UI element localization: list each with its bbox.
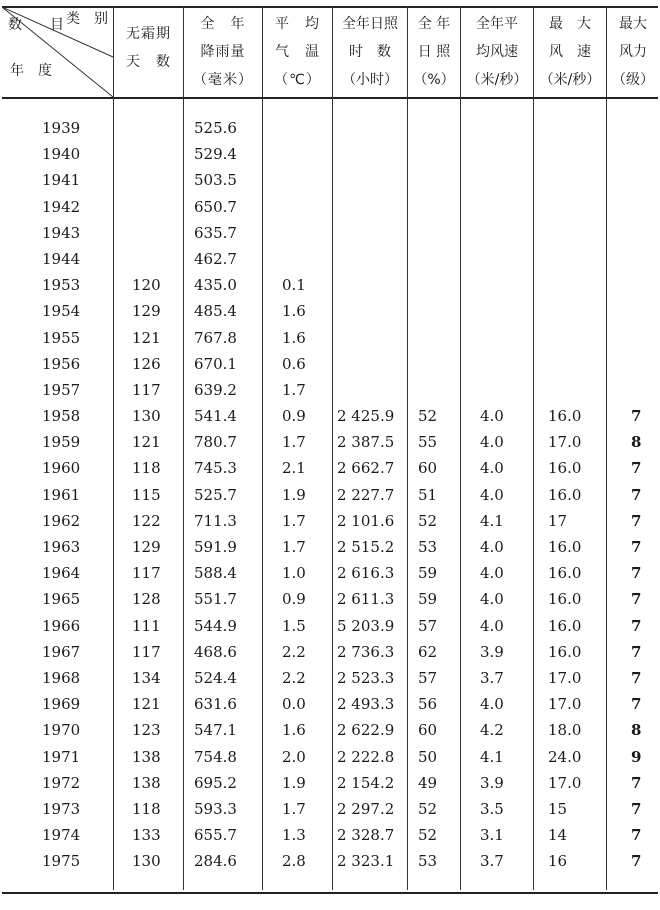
cell-rain: 635.7 — [194, 223, 237, 242]
cell-year: 1973 — [42, 799, 81, 818]
cell-rain: 631.6 — [194, 695, 237, 714]
cell-force: 9 — [631, 747, 642, 766]
cell-hours: 2 736.3 — [337, 642, 395, 661]
cell-wind: 3.7 — [480, 852, 504, 871]
cell-temp: 2.2 — [282, 668, 306, 687]
cell-year: 1968 — [42, 668, 81, 687]
cell-wind: 3.9 — [480, 642, 504, 661]
cell-temp: 2.0 — [282, 747, 306, 766]
cell-pct: 59 — [418, 590, 438, 609]
table-body — [0, 115, 660, 874]
cell-rain: 468.6 — [194, 642, 237, 661]
table-row — [0, 325, 660, 351]
cell-year: 1966 — [42, 616, 81, 635]
cell-frost: 129 — [132, 538, 161, 556]
table-row — [0, 508, 660, 534]
cell-rain: 650.7 — [194, 197, 237, 216]
cell-wind: 3.9 — [480, 773, 504, 792]
cell-temp: 1.7 — [282, 799, 306, 818]
table-row — [0, 194, 660, 220]
cell-pct: 51 — [418, 485, 438, 504]
cell-rain: 547.1 — [194, 721, 237, 740]
cell-pct: 49 — [418, 773, 438, 792]
cell-maxw: 16.0 — [548, 485, 582, 504]
cell-force: 7 — [631, 564, 642, 583]
table-row — [0, 717, 660, 743]
cell-temp: 1.6 — [282, 302, 306, 321]
cell-temp: 1.9 — [282, 485, 306, 504]
cell-maxw: 24.0 — [548, 747, 582, 766]
header-count: 数 目 — [8, 17, 64, 33]
cell-maxw: 17.0 — [548, 695, 582, 714]
cell-temp: 1.0 — [282, 564, 306, 583]
cell-frost: 120 — [132, 276, 161, 295]
cell-hours: 2 154.2 — [337, 773, 395, 792]
table-row — [0, 586, 660, 612]
cell-year: 1972 — [42, 773, 81, 792]
cell-frost: 134 — [132, 668, 161, 687]
cell-rain: 767.8 — [194, 328, 237, 347]
cell-rain: 525.6 — [194, 119, 237, 137]
cell-hours: 2 515.2 — [337, 538, 395, 556]
cell-wind: 4.0 — [480, 485, 504, 504]
cell-rain: 525.7 — [194, 485, 237, 504]
cell-pct: 60 — [418, 459, 438, 478]
cell-frost: 118 — [132, 459, 161, 478]
table-row — [0, 351, 660, 377]
cell-pct: 52 — [418, 511, 438, 530]
cell-wind: 4.2 — [480, 721, 504, 740]
cell-year: 1955 — [42, 328, 81, 347]
header-category: 类 别 — [66, 11, 108, 27]
cell-wind: 4.0 — [480, 407, 504, 426]
table-row — [0, 822, 660, 848]
cell-frost: 126 — [132, 354, 161, 373]
cell-rain: 529.4 — [194, 145, 237, 164]
cell-rain: 655.7 — [194, 826, 237, 845]
cell-rain: 524.4 — [194, 668, 237, 687]
cell-frost: 115 — [132, 485, 161, 504]
cell-year: 1974 — [42, 826, 81, 845]
header-sunshine-percent: 全 年 日 照 （%） — [413, 16, 455, 88]
cell-frost: 121 — [132, 328, 161, 347]
cell-pct: 57 — [418, 668, 438, 687]
cell-force: 7 — [631, 799, 642, 818]
cell-temp: 2.8 — [282, 852, 306, 871]
cell-rain: 485.4 — [194, 302, 237, 321]
cell-hours: 2 425.9 — [337, 407, 395, 426]
cell-maxw: 17 — [548, 511, 568, 530]
cell-maxw: 15 — [548, 799, 568, 818]
cell-frost: 123 — [132, 721, 161, 740]
cell-maxw: 16.0 — [548, 590, 582, 609]
cell-year: 1963 — [42, 538, 81, 556]
cell-force: 7 — [631, 852, 642, 871]
table-row — [0, 403, 660, 429]
cell-wind: 3.5 — [480, 799, 504, 818]
cell-year: 1970 — [42, 721, 81, 740]
cell-wind: 4.0 — [480, 538, 504, 556]
cell-pct: 56 — [418, 695, 438, 714]
header-max-wind-force: 最大 风力 （级） — [612, 16, 654, 88]
header-sunshine-hours: 全年日照 时 数 （小时） — [342, 16, 398, 88]
cell-wind: 4.0 — [480, 616, 504, 635]
table-row — [0, 141, 660, 167]
cell-frost: 133 — [132, 826, 161, 845]
cell-year: 1961 — [42, 485, 81, 504]
cell-maxw: 17.0 — [548, 433, 582, 452]
cell-wind: 3.7 — [480, 668, 504, 687]
cell-frost: 138 — [132, 773, 161, 792]
cell-force: 7 — [631, 590, 642, 609]
cell-hours: 2 101.6 — [337, 511, 395, 530]
cell-pct: 60 — [418, 721, 438, 740]
cell-temp: 0.6 — [282, 354, 306, 373]
cell-pct: 59 — [418, 564, 438, 583]
table-row — [0, 613, 660, 639]
header-frost-days: 无霜期 天 数 — [126, 26, 171, 70]
cell-rain: 670.1 — [194, 354, 237, 373]
cell-temp: 1.7 — [282, 511, 306, 530]
cell-maxw: 16.0 — [548, 642, 582, 661]
cell-temp: 0.0 — [282, 695, 306, 714]
cell-hours: 2 222.8 — [337, 747, 395, 766]
cell-year: 1971 — [42, 747, 81, 766]
cell-temp: 2.2 — [282, 642, 306, 661]
cell-year: 1969 — [42, 695, 81, 714]
cell-wind: 4.1 — [480, 747, 504, 766]
cell-frost: 117 — [132, 564, 161, 583]
cell-maxw: 16.0 — [548, 564, 582, 583]
cell-pct: 52 — [418, 407, 438, 426]
cell-wind: 4.0 — [480, 459, 504, 478]
cell-rain: 695.2 — [194, 773, 237, 792]
table-row — [0, 246, 660, 272]
cell-frost: 130 — [132, 852, 161, 871]
table-row — [0, 639, 660, 665]
cell-rain: 711.3 — [194, 511, 237, 530]
cell-frost: 129 — [132, 302, 161, 321]
cell-force: 7 — [631, 459, 642, 478]
cell-maxw: 17.0 — [548, 773, 582, 792]
cell-force: 7 — [631, 538, 642, 556]
cell-frost: 121 — [132, 695, 161, 714]
cell-wind: 4.0 — [480, 564, 504, 583]
header-mean-temperature: 平 均 气 温 （℃） — [274, 16, 321, 88]
table-row — [0, 796, 660, 822]
cell-frost: 130 — [132, 407, 161, 426]
cell-pct: 53 — [418, 538, 438, 556]
table-row — [0, 429, 660, 455]
cell-hours: 2 227.7 — [337, 485, 395, 504]
cell-frost: 138 — [132, 747, 161, 766]
cell-year: 1965 — [42, 590, 81, 609]
cell-force: 8 — [631, 433, 642, 452]
cell-temp: 1.7 — [282, 433, 306, 452]
cell-rain: 588.4 — [194, 564, 237, 583]
cell-wind: 3.1 — [480, 826, 504, 845]
cell-maxw: 18.0 — [548, 721, 582, 740]
cell-year: 1964 — [42, 564, 81, 583]
cell-year: 1958 — [42, 407, 81, 426]
cell-year: 1959 — [42, 433, 81, 452]
table-row — [0, 482, 660, 508]
cell-maxw: 16.0 — [548, 538, 582, 556]
table-row — [0, 220, 660, 246]
cell-year: 1942 — [42, 197, 81, 216]
cell-hours: 2 297.2 — [337, 799, 395, 818]
table-row — [0, 770, 660, 796]
cell-force: 7 — [631, 407, 642, 426]
cell-rain: 462.7 — [194, 249, 237, 268]
cell-rain: 745.3 — [194, 459, 237, 478]
table-row — [0, 560, 660, 586]
cell-temp: 1.7 — [282, 380, 306, 399]
cell-force: 7 — [631, 616, 642, 635]
table-bottom-rule — [2, 892, 658, 894]
cell-pct: 57 — [418, 616, 438, 635]
cell-hours: 2 662.7 — [337, 459, 395, 478]
cell-force: 7 — [631, 485, 642, 504]
table-row — [0, 665, 660, 691]
cell-hours: 2 616.3 — [337, 564, 395, 583]
cell-hours: 5 203.9 — [337, 616, 395, 635]
cell-year: 1962 — [42, 511, 81, 530]
cell-maxw: 17.0 — [548, 668, 582, 687]
cell-temp: 1.6 — [282, 328, 306, 347]
cell-maxw: 16 — [548, 852, 568, 871]
cell-rain: 593.3 — [194, 799, 237, 818]
cell-maxw: 16.0 — [548, 407, 582, 426]
cell-wind: 4.0 — [480, 433, 504, 452]
table-row — [0, 455, 660, 481]
table-row — [0, 744, 660, 770]
cell-hours: 2 523.3 — [337, 668, 395, 687]
cell-year: 1956 — [42, 354, 81, 373]
cell-year: 1967 — [42, 642, 81, 661]
cell-year: 1943 — [42, 223, 81, 242]
cell-maxw: 14 — [548, 826, 568, 845]
cell-rain: 780.7 — [194, 433, 237, 452]
cell-frost: 121 — [132, 433, 161, 452]
cell-frost: 122 — [132, 511, 161, 530]
table-row — [0, 848, 660, 874]
cell-year: 1944 — [42, 249, 81, 268]
cell-temp: 1.5 — [282, 616, 306, 635]
cell-frost: 117 — [132, 380, 161, 399]
cell-pct: 55 — [418, 433, 438, 452]
cell-rain: 541.4 — [194, 407, 237, 426]
cell-pct: 52 — [418, 799, 438, 818]
cell-rain: 754.8 — [194, 747, 237, 766]
cell-frost: 117 — [132, 642, 161, 661]
cell-rain: 503.5 — [194, 171, 237, 190]
cell-maxw: 16.0 — [548, 459, 582, 478]
cell-temp: 1.6 — [282, 721, 306, 740]
cell-year: 1953 — [42, 276, 81, 295]
cell-frost: 111 — [132, 616, 161, 635]
header-mean-wind-speed: 全年平 均风速 （米/秒） — [466, 16, 528, 88]
cell-frost: 118 — [132, 799, 161, 818]
cell-maxw: 16.0 — [548, 616, 582, 635]
cell-temp: 2.1 — [282, 459, 306, 478]
cell-year: 1954 — [42, 302, 81, 321]
cell-year: 1939 — [42, 119, 81, 137]
table-row — [0, 167, 660, 193]
cell-hours: 2 328.7 — [337, 826, 395, 845]
cell-pct: 50 — [418, 747, 438, 766]
cell-hours: 2 323.1 — [337, 852, 395, 871]
table-row — [0, 691, 660, 717]
header-year: 年 度 — [10, 63, 52, 79]
cell-wind: 4.0 — [480, 590, 504, 609]
cell-wind: 4.1 — [480, 511, 504, 530]
cell-year: 1941 — [42, 171, 81, 190]
table-row — [0, 377, 660, 403]
cell-force: 7 — [631, 642, 642, 661]
cell-rain: 435.0 — [194, 276, 237, 295]
cell-wind: 4.0 — [480, 695, 504, 714]
cell-temp: 1.9 — [282, 773, 306, 792]
cell-pct: 52 — [418, 826, 438, 845]
cell-frost: 128 — [132, 590, 161, 609]
cell-rain: 639.2 — [194, 380, 237, 399]
header-annual-rainfall: 全 年 降雨量 （毫米） — [193, 16, 253, 88]
cell-year: 1957 — [42, 380, 81, 399]
cell-temp: 0.9 — [282, 590, 306, 609]
cell-force: 7 — [631, 826, 642, 845]
cell-rain: 284.6 — [194, 852, 237, 871]
cell-year: 1960 — [42, 459, 81, 478]
cell-rain: 591.9 — [194, 538, 237, 556]
cell-hours: 2 493.3 — [337, 695, 395, 714]
cell-hours: 2 611.3 — [337, 590, 395, 609]
cell-year: 1975 — [42, 852, 81, 871]
header-max-wind-speed: 最 大 风 速 （米/秒） — [539, 16, 601, 88]
cell-force: 7 — [631, 511, 642, 530]
table-row — [0, 534, 660, 560]
cell-temp: 1.3 — [282, 826, 306, 845]
cell-temp: 0.9 — [282, 407, 306, 426]
cell-force: 7 — [631, 695, 642, 714]
table-row — [0, 272, 660, 298]
cell-hours: 2 622.9 — [337, 721, 395, 740]
cell-force: 8 — [631, 721, 642, 740]
table-row — [0, 115, 660, 141]
cell-rain: 551.7 — [194, 590, 237, 609]
cell-pct: 53 — [418, 852, 438, 871]
cell-force: 7 — [631, 773, 642, 792]
table-row — [0, 298, 660, 324]
cell-pct: 62 — [418, 642, 438, 661]
cell-rain: 544.9 — [194, 616, 237, 635]
cell-temp: 0.1 — [282, 276, 306, 295]
cell-year: 1940 — [42, 145, 81, 164]
cell-hours: 2 387.5 — [337, 433, 395, 452]
cell-force: 7 — [631, 668, 642, 687]
cell-temp: 1.7 — [282, 538, 306, 556]
